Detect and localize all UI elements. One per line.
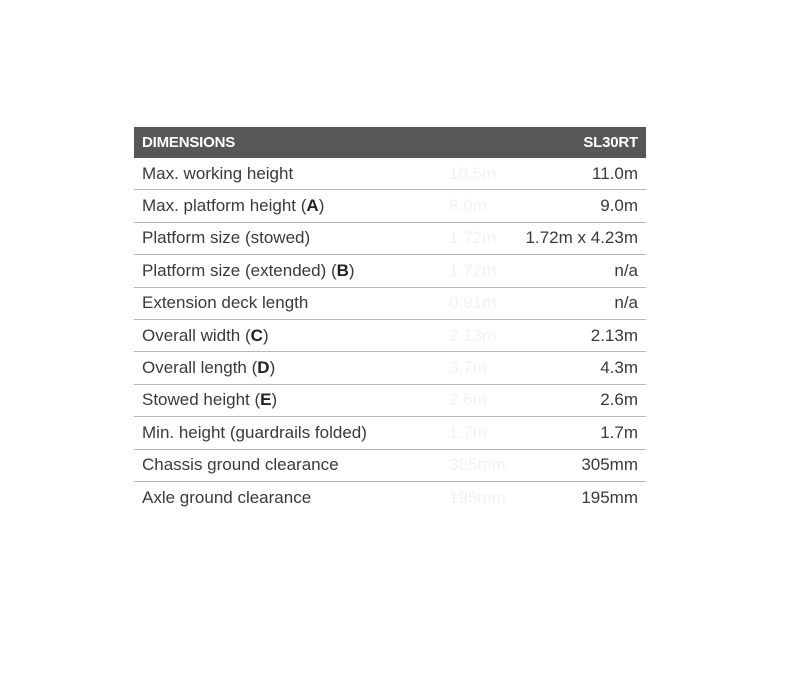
table-header	[134, 127, 646, 158]
row-value: 9.0m	[600, 196, 638, 216]
row-value: 11.0m	[592, 163, 638, 183]
dimensions-table	[134, 127, 646, 514]
table-row	[134, 450, 646, 482]
table-row	[134, 320, 646, 352]
row-faded-value: 1.7m	[449, 422, 487, 442]
row-value: 305mm	[581, 455, 638, 475]
row-faded-value: 2.13m	[449, 325, 497, 345]
header-model: SL30RT	[583, 134, 638, 151]
table-row	[134, 482, 646, 514]
row-faded-value: 1.72m	[449, 228, 497, 248]
row-label-text: Overall length	[142, 358, 247, 378]
row-faded-value: 3.7m	[449, 358, 487, 378]
row-label-text: Platform size (stowed)	[142, 228, 311, 248]
row-label: Platform size (extended) (B)	[142, 260, 355, 280]
row-faded-value: 0.91m	[449, 293, 497, 313]
table-row	[134, 385, 646, 417]
row-label-text: Axle ground clearance	[142, 488, 312, 508]
row-dimension-code: C	[250, 325, 263, 345]
row-label-text: Chassis ground clearance	[142, 455, 339, 475]
row-label: Stowed height (E)	[142, 390, 278, 410]
table-row	[134, 255, 646, 287]
row-faded-value: 195mm	[449, 488, 506, 508]
row-value: 1.72m x 4.23m	[525, 228, 638, 248]
row-label: Max. platform height (A)	[142, 196, 325, 216]
row-value: 2.6m	[600, 390, 638, 410]
row-label	[142, 164, 592, 184]
table-row	[134, 223, 646, 255]
row-label-text: Stowed height	[142, 390, 250, 410]
row-faded-value: 10.5m	[449, 163, 497, 183]
row-label-text: Min. height (guardrails folded)	[142, 422, 367, 442]
table-row	[134, 190, 646, 222]
row-dimension-code: B	[336, 260, 349, 280]
row-faded-value: 1.72m	[449, 260, 497, 280]
row-faded-value: 2.6m	[449, 390, 487, 410]
header-label: DIMENSIONS	[142, 134, 236, 151]
row-value: 1.7m	[600, 422, 638, 442]
table-row	[134, 288, 646, 320]
row-label-text: Max. platform height	[142, 196, 297, 216]
row-value: n/a	[614, 293, 638, 313]
row-label: Overall width (C)	[142, 325, 269, 345]
row-label	[142, 455, 581, 475]
table-row	[134, 158, 646, 190]
row-value: 195mm	[581, 488, 638, 508]
row-label-text: Platform size (extended)	[142, 260, 327, 280]
table-row	[134, 352, 646, 384]
row-value: 4.3m	[600, 358, 638, 378]
row-label-text: Overall width	[142, 325, 241, 345]
row-label: Overall length (D)	[142, 358, 276, 378]
row-dimension-code: E	[260, 390, 272, 410]
row-dimension-code: D	[257, 358, 270, 378]
table-body	[134, 158, 646, 514]
row-label-text: Max. working height	[142, 163, 294, 183]
row-faded-value: 8.0m	[449, 196, 487, 216]
row-dimension-code: A	[306, 196, 319, 216]
row-faded-value: 305mm	[449, 455, 506, 475]
table-row	[134, 417, 646, 449]
row-label	[142, 423, 600, 443]
row-value: n/a	[614, 260, 638, 280]
row-label-text: Extension deck length	[142, 293, 309, 313]
row-label	[142, 293, 614, 313]
row-value: 2.13m	[590, 325, 638, 345]
row-label	[142, 488, 581, 508]
